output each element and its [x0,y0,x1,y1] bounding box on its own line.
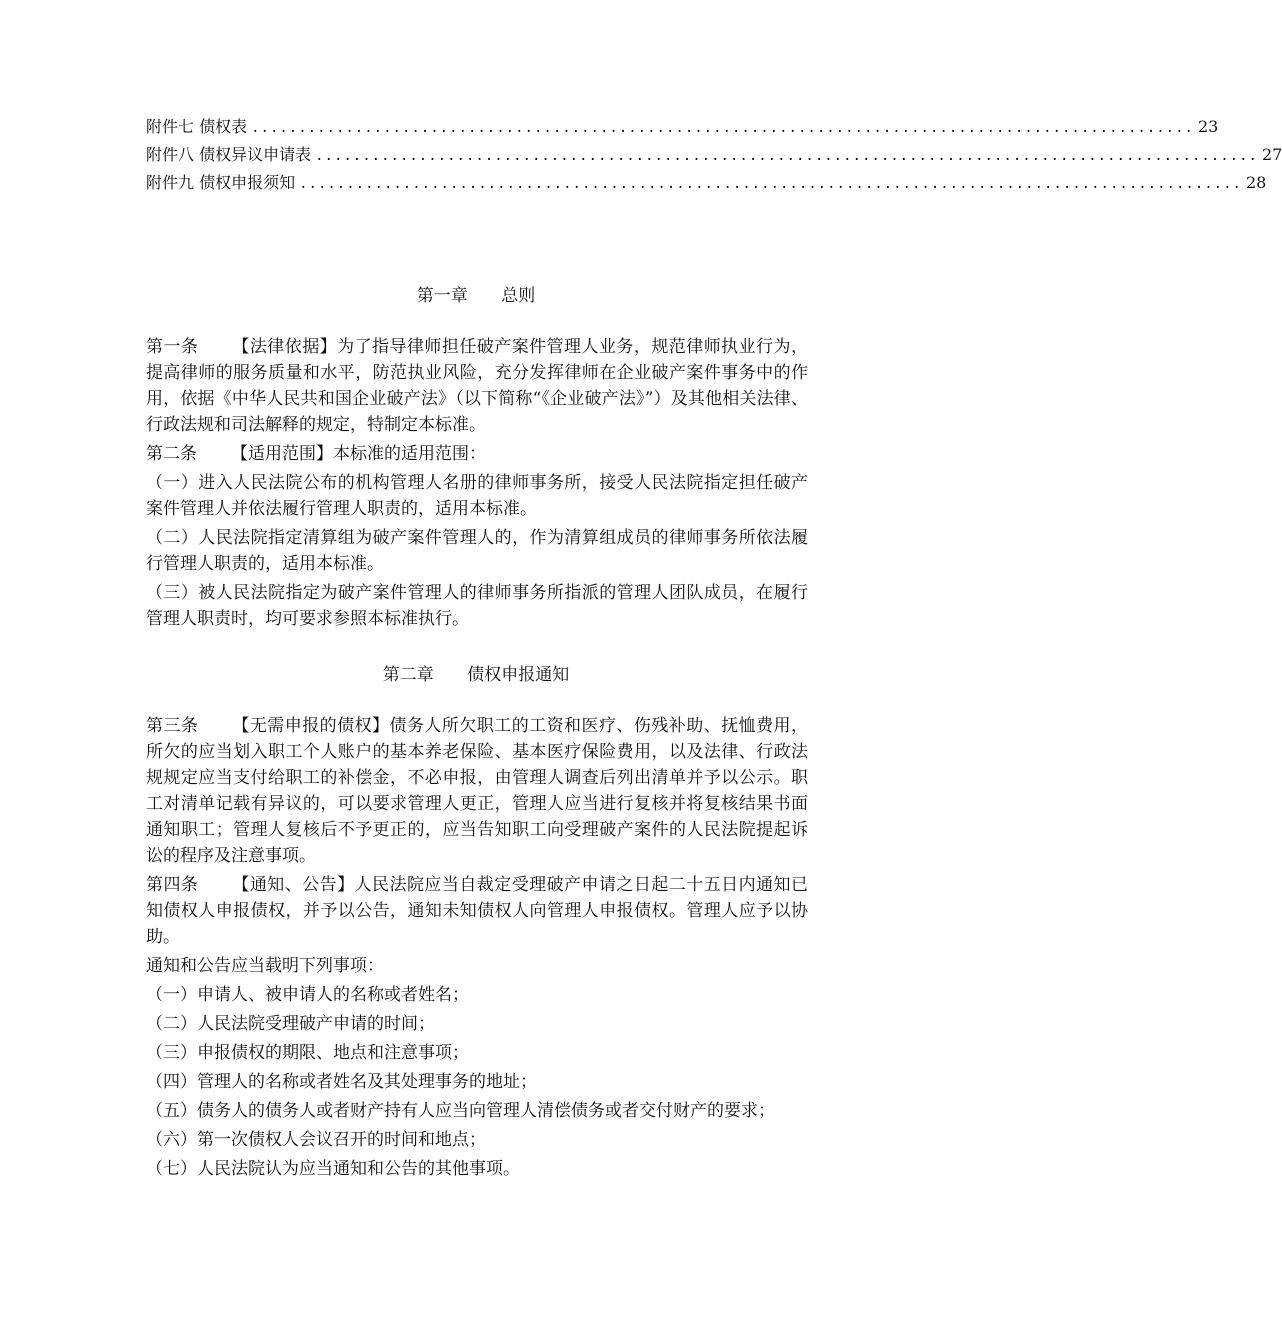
chapter-number: 第二章 [382,665,434,685]
article-text: （一）进入人民法院公布的机构管理人名册的律师事务所，接受人民法院指定担任破产案件管理人并依法履行管理人职责的，适用本标准。 [146,473,808,519]
article-text: 【通知、公告】人民法院应当自裁定受理破产申请之日起二十五日内通知已知债权人申报债权，并予以公告，通知未知债权人向管理人申报债权。管理人应予以协助。 [146,875,809,947]
article-text: （二）人民法院指定清算组为破产案件管理人的，作为清算组成员的律师事务所依法履行管理人职责的，适用本标准。 [146,528,808,574]
toc-entry-title: 附件八 债权异议申请表 [146,145,312,164]
article-text: （七）人民法院认为应当通知和公告的其他事项。 [146,1159,520,1179]
article-text: （三）被人民法院指定为破产案件管理人的律师事务所指派的管理人团队成员，在履行管理人职责时，均可要求参照本标准执行。 [146,583,808,629]
article-text: 【法律依据】为了指导律师担任破产案件管理人业务，规范律师执业行为，提高律师的服务质量和水平，防范执业风险，充分发挥律师在企业破产案件事务中的作用，依据《中华人民共和国企业破产法》（以下简称“《企业破产法》”）及其他相关法律、行政法规和司法解释的规定，特制定本标准。 [146,337,809,435]
article-item [146,1156,808,1182]
article-text: （一）申请人、被申请人的名称或者姓名； [146,985,469,1005]
article-item [146,1011,808,1037]
article-paragraph [146,334,808,438]
article-number: 第二条 [146,444,197,464]
toc-leader-dots: .................................................................................................... [315,148,1258,164]
article-item [146,1040,808,1066]
article-number: 第一条 [146,337,199,357]
toc-entry-page: 27 [1261,145,1282,164]
article-text: 【适用范围】本标准的适用范围： [231,444,486,464]
toc-entry-page: 28 [1245,173,1267,192]
article-item [146,982,808,1008]
chapter-title: 总则 [501,286,536,306]
chapter-heading [146,660,806,685]
toc-leader-dots: .................................................................................................... [251,120,1194,136]
toc-entry-title: 附件七 债权表 [146,117,248,136]
chapter-title: 债权申报通知 [467,665,570,685]
chapter-body [146,334,808,635]
article-paragraph [146,713,808,869]
chapter-heading [146,281,806,306]
article-item [146,1069,808,1095]
toc-entry[interactable] [146,172,1267,200]
article-text: （六）第一次债权人会议召开的时间和地点； [146,1130,486,1150]
article-text: 通知和公告应当载明下列事项： [146,956,384,976]
toc-leader-dots: .................................................................................................... [299,176,1242,192]
article-number: 第四条 [146,875,199,895]
toc-entry-title: 附件九 债权申报须知 [146,173,296,192]
article-item [146,1127,808,1153]
table-of-contents [146,116,1282,200]
chapter-number: 第一章 [416,286,468,306]
article-item [146,953,808,979]
article-number: 第三条 [146,716,199,736]
article-item [146,525,808,577]
article-text: （四）管理人的名称或者姓名及其处理事务的地址； [146,1072,537,1092]
toc-entry[interactable] [146,116,1219,144]
article-item [146,1098,808,1124]
toc-entry[interactable] [146,144,1282,172]
article-item [146,580,808,632]
article-text: 【无需申报的债权】债务人所欠职工的工资和医疗、伤残补助、抚恤费用，所欠的应当划入职工个人账户的基本养老保险、基本医疗保险费用，以及法律、行政法规规定应当支付给职工的补偿金，不必申报，由管理人调查后列出清单并予以公示。职工对清单记载有异议的，可以要求管理人更正，管理人应当进行复核并将复核结果书面通知职工；管理人复核后不予更正的，应当告知职工向受理破产案件的人民法院提起诉讼的程序及注意事项。 [146,716,809,866]
chapter-body [146,713,808,1185]
article-text: （二）人民法院受理破产申请的时间； [146,1014,435,1034]
article-item [146,470,808,522]
article-paragraph [146,441,808,467]
article-paragraph [146,872,808,950]
article-text: （五）债务人的债务人或者财产持有人应当向管理人清偿债务或者交付财产的要求； [146,1101,775,1121]
article-text: （三）申报债权的期限、地点和注意事项； [146,1043,469,1063]
toc-entry-page: 23 [1197,117,1219,136]
